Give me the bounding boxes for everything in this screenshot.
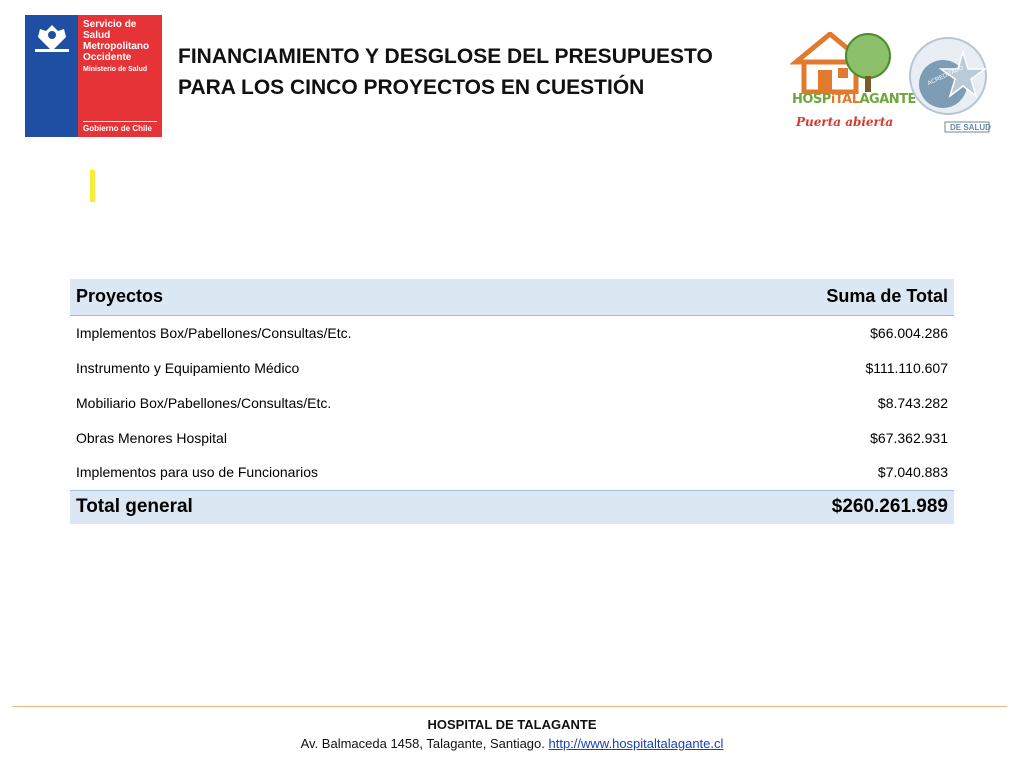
page-footer — [0, 715, 1024, 753]
header-sum-total: Suma de Total — [673, 279, 954, 315]
project-name: Obras Menores Hospital — [76, 429, 227, 446]
project-total: $67.362.931 — [870, 429, 948, 446]
hospital-name-part-2: iTAL — [830, 92, 860, 107]
project-name: Mobiliario Box/Pabellones/Consultas/Etc. — [76, 394, 332, 411]
hospital-slogan: Puerta abierta — [796, 115, 894, 129]
project-name: Implementos para uso de Funcionarios — [76, 464, 319, 481]
footer-address-line — [0, 734, 1024, 753]
title-line-1: FINANCIAMIENTO Y DESGLOSE DEL PRESUPUESTO — [178, 45, 713, 68]
table-row — [70, 350, 954, 385]
accreditation-logo — [905, 36, 991, 136]
logo-government: Gobierno de Chile — [83, 121, 157, 133]
logo-blue-panel — [25, 15, 78, 137]
accreditation-badge-text: ACREDITADO — [926, 65, 965, 88]
logo-ministry: Ministerio de Salud — [83, 66, 148, 73]
table-row — [70, 455, 954, 490]
cursor-mark — [90, 170, 95, 202]
total-label: Total general — [70, 490, 673, 524]
footer-divider — [12, 706, 1007, 707]
header-projects: Proyectos — [70, 279, 673, 315]
hospital-logo — [790, 32, 916, 140]
hospital-name-part-1: HOSP — [792, 92, 831, 107]
footer-address: Av. Balmaceda 1458, Talagante, Santiago. — [300, 736, 545, 751]
hospital-name-part-3: AGANTE — [859, 92, 916, 107]
project-total: $8.743.282 — [877, 394, 948, 411]
hospital-name — [792, 92, 916, 107]
page-title — [178, 41, 758, 103]
footer-website-link[interactable]: http://www.hospitaltalagante.cl — [548, 736, 724, 751]
footer-hospital-name: HOSPITAL DE TALAGANTE — [427, 717, 597, 732]
house-tree-icon — [790, 32, 895, 94]
project-total: $7.040.883 — [877, 464, 948, 481]
government-logo — [25, 15, 162, 137]
accreditation-star-icon — [905, 36, 991, 136]
logo-red-panel — [78, 15, 162, 137]
logo-service-name: Servicio de Salud Metropolitano Occidente — [83, 19, 150, 63]
coat-of-arms-icon — [31, 21, 73, 55]
table-total-row — [70, 490, 954, 524]
budget-table — [70, 279, 954, 524]
table-row — [70, 315, 954, 350]
project-name: Implementos Box/Pabellones/Consultas/Etc. — [76, 324, 352, 341]
title-line-2: PARA LOS CINCO PROYECTOS EN CUESTIÓN — [178, 76, 645, 99]
table-row — [70, 420, 954, 455]
table-header-row — [70, 279, 954, 315]
project-name: Instrumento y Equipamiento Médico — [76, 359, 300, 376]
table-row — [70, 385, 954, 420]
accreditation-bottom-text: DE SALUD — [950, 123, 991, 132]
total-value: $260.261.989 — [673, 490, 954, 524]
project-total: $66.004.286 — [870, 324, 948, 341]
project-total: $111.110.607 — [865, 359, 948, 376]
